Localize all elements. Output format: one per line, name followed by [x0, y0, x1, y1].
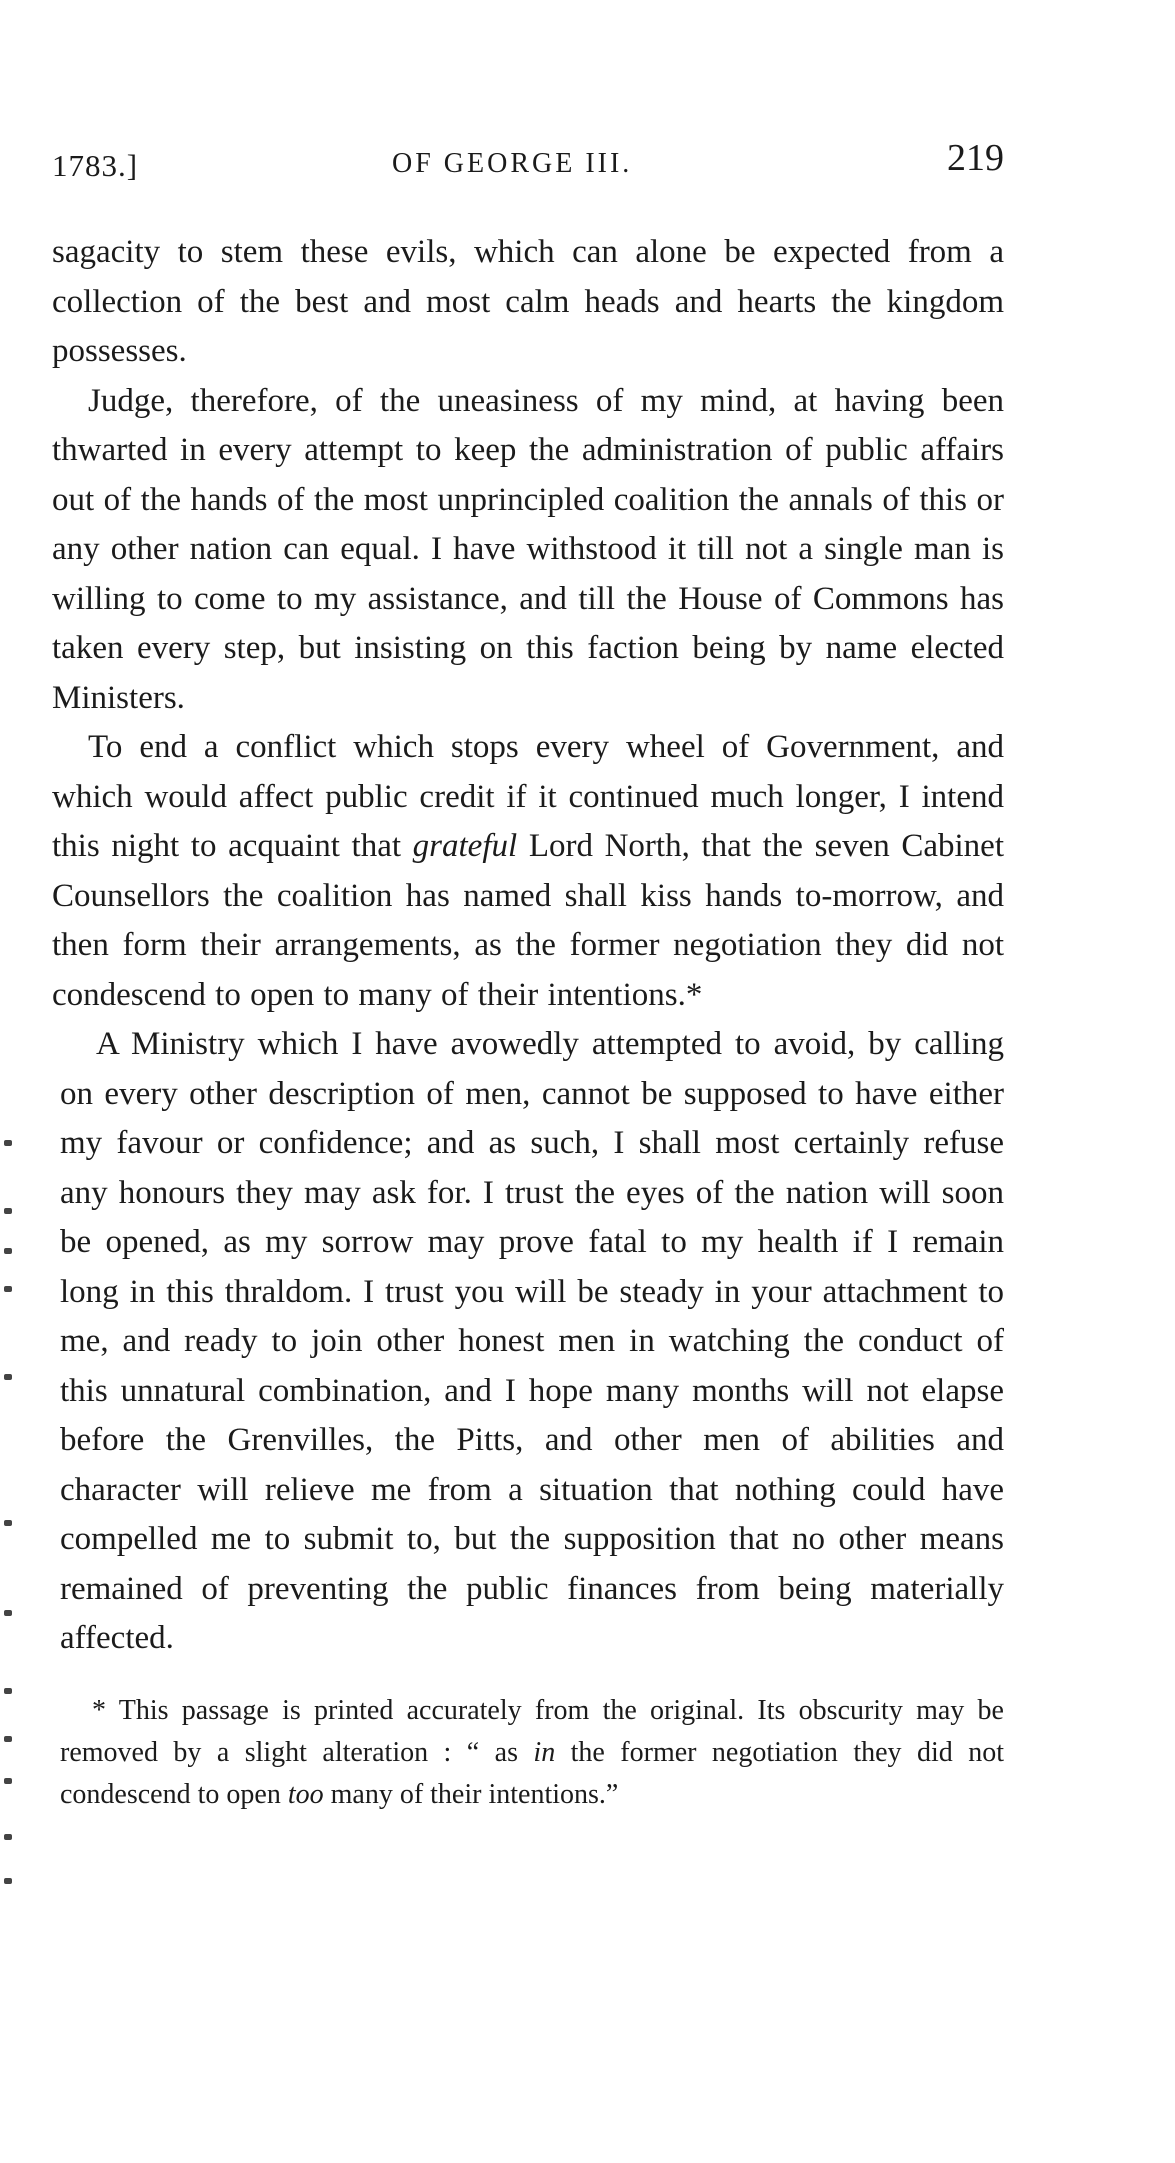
- page-number: 219: [947, 137, 1004, 179]
- paragraph-2: Judge, therefore, of the uneasiness of my mind, at having been thwarted in every attempt to keep the administration of public affairs out of the hands of the most unprincipled coalition the annals of this or any other nation can equal. I have withstood it till not a single man is willing to come to my assistance, and till the House of Commons has taken every step, but insisting on this faction being by name elected Ministers.: [52, 382, 1004, 716]
- margin-speck: [4, 1248, 12, 1254]
- margin-speck: [4, 1520, 12, 1526]
- margin-speck: [4, 1688, 12, 1694]
- paragraph-3-end: Lord North, that the seven Cabinet Counsellors the coalition has named shall kiss hands to-morrow, and then form their arrangements, as the former negotiation they did not condescend to open to many of their intentions.*: [52, 828, 1004, 1013]
- paragraph-3-start: To end a conflict which stops every wheel of Government, and which would affect public credit if it continued much longer, I intend this night to acquaint that: [52, 729, 1004, 864]
- margin-speck: [4, 1610, 12, 1616]
- footnote-part-2: the former negotiation they did not condescend to open: [60, 1736, 1004, 1810]
- footnote-emphasis-in: in: [533, 1736, 556, 1768]
- margin-speck: [4, 1140, 12, 1146]
- margin-marks: [0, 0, 20, 2163]
- margin-speck: [4, 1778, 12, 1784]
- body-text: [52, 228, 1004, 1664]
- footnote: [60, 1690, 1004, 1816]
- footnote-part-3: many of their intentions.”: [323, 1778, 619, 1810]
- paragraph-3: [52, 723, 1004, 1020]
- margin-speck: [4, 1736, 12, 1742]
- emphasis-grateful: grateful: [412, 828, 518, 864]
- margin-speck: [4, 1878, 12, 1884]
- running-head-title: OF GEORGE III.: [392, 148, 633, 179]
- footnote-part-1: * This passage is printed accurately from the original. Its obscurity may be removed by a slight alteration : “ as: [60, 1694, 1004, 1768]
- footnote-emphasis-too: too: [287, 1778, 324, 1810]
- margin-speck: [4, 1834, 12, 1840]
- book-page: [52, 130, 1004, 1844]
- paragraph-1: sagacity to stem these evils, which can alone be expected from a collection of the best and most calm heads and hearts the kingdom possesses.: [52, 234, 1004, 369]
- running-head-year: 1783.]: [52, 148, 139, 183]
- running-head: [52, 130, 1004, 190]
- margin-speck: [4, 1286, 12, 1292]
- margin-speck: [4, 1374, 12, 1380]
- paragraph-4: A Ministry which I have avowedly attempted to avoid, by calling on every other description of men, cannot be supposed to have either my favour or confidence; and as such, I shall most certainly refuse any honours they may ask for. I trust the eyes of the nation will soon be opened, as my sorrow may prove fatal to my health if I remain long in this thraldom. I trust you will be steady in your attachment to me, and ready to join other honest men in watching the conduct of this unnatural combination, and I hope many months will not elapse before the Grenvilles, the Pitts, and other men of abilities and character will relieve me from a situation that nothing could have compelled me to submit to, but the supposition that no other means remained of preventing the public finances from being materially affected.: [60, 1026, 1004, 1656]
- margin-speck: [4, 1208, 12, 1214]
